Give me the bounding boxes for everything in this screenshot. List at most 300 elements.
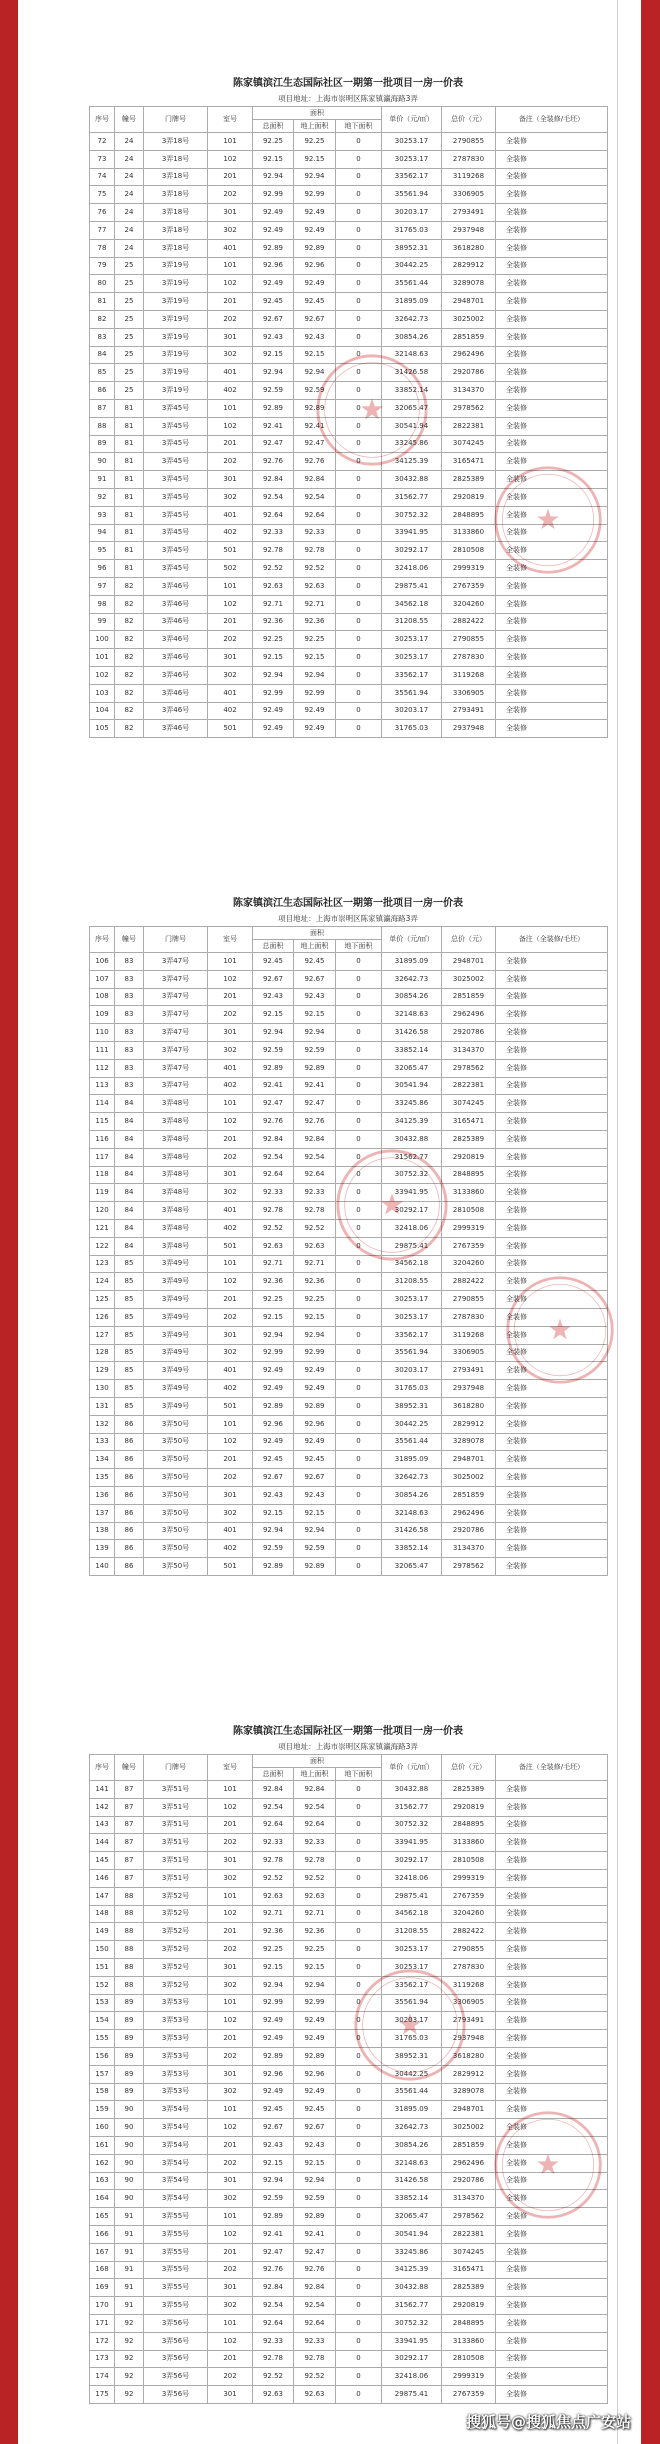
building-cell: 24: [115, 150, 144, 168]
door-cell: 3弄52号: [144, 1923, 208, 1941]
table-row: [90, 186, 608, 204]
remark-cell: 全装修: [496, 1237, 608, 1255]
remark-cell: 全装修: [496, 1326, 608, 1344]
room-cell: 302: [208, 2190, 253, 2208]
table-row: [90, 1781, 608, 1799]
room-cell: 101: [208, 399, 253, 417]
area-above-cell: 92.67: [294, 310, 336, 328]
area-total-cell: 92.94: [253, 1976, 294, 1994]
remark-cell: 全装修: [496, 2261, 608, 2279]
building-cell: 25: [115, 382, 144, 400]
room-cell: 201: [208, 1816, 253, 1834]
unit-price-cell: 31765.03: [382, 2030, 442, 2048]
door-cell: 3弄52号: [144, 1976, 208, 1994]
area-total-cell: 92.41: [253, 417, 294, 435]
remark-cell: 全装修: [496, 1941, 608, 1959]
remark-cell: 全装修: [496, 382, 608, 400]
unit-price-cell: 31895.09: [382, 293, 442, 311]
room-cell: 102: [208, 1433, 253, 1451]
total-price-cell: 3306905: [442, 186, 496, 204]
total-price-cell: 2962496: [442, 1504, 496, 1522]
building-cell: 87: [115, 1781, 144, 1799]
total-price-cell: 2999319: [442, 1869, 496, 1887]
door-cell: 3弄51号: [144, 1869, 208, 1887]
unit-price-cell: 30292.17: [382, 542, 442, 560]
area-above-cell: 92.59: [294, 382, 336, 400]
unit-price-cell: 30541.94: [382, 417, 442, 435]
remark-cell: 全装修: [496, 488, 608, 506]
table-row: [90, 1024, 608, 1042]
seq-cell: 100: [90, 631, 115, 649]
area-total-cell: 92.33: [253, 2332, 294, 2350]
building-cell: 92: [115, 2314, 144, 2332]
door-cell: 3弄49号: [144, 1344, 208, 1362]
seq-cell: 159: [90, 2101, 115, 2119]
room-cell: 301: [208, 2386, 253, 2404]
total-price-cell: 2787830: [442, 649, 496, 667]
room-cell: 402: [208, 702, 253, 720]
area-above-cell: 92.78: [294, 1852, 336, 1870]
total-price-cell: 2920819: [442, 1798, 496, 1816]
area-total-cell: 92.52: [253, 1869, 294, 1887]
area-below-cell: 0: [336, 666, 382, 684]
area-above-cell: 92.89: [294, 399, 336, 417]
area-above-cell: 92.49: [294, 2083, 336, 2101]
remark-cell: 全装修: [496, 1095, 608, 1113]
area-above-cell: 92.45: [294, 2101, 336, 2119]
room-cell: 202: [208, 310, 253, 328]
remark-cell: 全装修: [496, 435, 608, 453]
unit-price-cell: 32065.47: [382, 1059, 442, 1077]
remark-cell: 全装修: [496, 2314, 608, 2332]
total-price-cell: 2978562: [442, 399, 496, 417]
area-above-cell: 92.84: [294, 1130, 336, 1148]
seq-cell: 92: [90, 488, 115, 506]
building-cell: 83: [115, 988, 144, 1006]
table-row: [90, 1433, 608, 1451]
seq-cell: 167: [90, 2243, 115, 2261]
area-total-cell: 92.71: [253, 1905, 294, 1923]
area-above-cell: 92.43: [294, 2136, 336, 2154]
area-above-cell: 92.33: [294, 1834, 336, 1852]
unit-price-cell: 33941.95: [382, 2332, 442, 2350]
area-below-cell: 0: [336, 1077, 382, 1095]
table-row: [90, 364, 608, 382]
seq-cell: 101: [90, 649, 115, 667]
total-price-cell: 2822381: [442, 417, 496, 435]
table-row: [90, 577, 608, 595]
room-cell: 301: [208, 1326, 253, 1344]
unit-price-cell: 31765.03: [382, 221, 442, 239]
room-cell: 102: [208, 1798, 253, 1816]
area-total-cell: 92.78: [253, 542, 294, 560]
area-below-cell: 0: [336, 2225, 382, 2243]
seq-cell: 171: [90, 2314, 115, 2332]
building-cell: 83: [115, 1024, 144, 1042]
area-above-cell: 92.99: [294, 684, 336, 702]
area-above-cell: 92.33: [294, 524, 336, 542]
table-row: [90, 1486, 608, 1504]
door-cell: 3弄53号: [144, 2065, 208, 2083]
remark-cell: 全装修: [496, 1504, 608, 1522]
remark-cell: 全装修: [496, 2332, 608, 2350]
seq-cell: 164: [90, 2190, 115, 2208]
seq-cell: 135: [90, 1469, 115, 1487]
area-below-cell: 0: [336, 1148, 382, 1166]
remark-cell: 全装修: [496, 1344, 608, 1362]
door-cell: 3弄18号: [144, 168, 208, 186]
area-below-cell: 0: [336, 1095, 382, 1113]
door-cell: 3弄50号: [144, 1504, 208, 1522]
unit-price-cell: 29875.41: [382, 2386, 442, 2404]
area-total-cell: 92.63: [253, 1887, 294, 1905]
area-total-cell: 92.47: [253, 435, 294, 453]
table-row: [90, 2119, 608, 2137]
table-row: [90, 1958, 608, 1976]
area-above-cell: 92.99: [294, 1344, 336, 1362]
area-above-cell: 92.94: [294, 1976, 336, 1994]
table-row: [90, 953, 608, 971]
remark-cell: 全装修: [496, 1130, 608, 1148]
total-price-cell: 2829912: [442, 2065, 496, 2083]
door-cell: 3弄46号: [144, 666, 208, 684]
room-cell: 301: [208, 2279, 253, 2297]
area-below-cell: 0: [336, 970, 382, 988]
unit-price-cell: 30203.17: [382, 1362, 442, 1380]
area-below-cell: 0: [336, 1852, 382, 1870]
total-price-cell: 2851859: [442, 988, 496, 1006]
table-row: [90, 2261, 608, 2279]
area-above-cell: 92.49: [294, 275, 336, 293]
seq-cell: 75: [90, 186, 115, 204]
room-cell: 402: [208, 1077, 253, 1095]
seq-cell: 134: [90, 1451, 115, 1469]
remark-cell: 全装修: [496, 453, 608, 471]
area-above-cell: 92.94: [294, 2172, 336, 2190]
table-row: [90, 1415, 608, 1433]
area-above-cell: 92.94: [294, 666, 336, 684]
seq-cell: 78: [90, 239, 115, 257]
building-cell: 84: [115, 1166, 144, 1184]
building-cell: 83: [115, 953, 144, 971]
door-cell: 3弄56号: [144, 2332, 208, 2350]
area-total-cell: 92.99: [253, 186, 294, 204]
remark-cell: 全装修: [496, 1024, 608, 1042]
table-row: [90, 1166, 608, 1184]
table-row: [90, 2065, 608, 2083]
door-cell: 3弄18号: [144, 150, 208, 168]
building-cell: 86: [115, 1522, 144, 1540]
total-price-cell: 2999319: [442, 1219, 496, 1237]
area-total-cell: 92.84: [253, 471, 294, 489]
area-total-cell: 92.94: [253, 2172, 294, 2190]
door-cell: 3弄49号: [144, 1326, 208, 1344]
table-row: [90, 1816, 608, 1834]
area-below-cell: 0: [336, 2119, 382, 2137]
header-room: 室号: [208, 107, 253, 133]
area-above-cell: 92.94: [294, 1522, 336, 1540]
room-cell: 402: [208, 1219, 253, 1237]
price-list-page-2: [89, 896, 607, 1576]
seq-cell: 173: [90, 2350, 115, 2368]
seq-cell: 111: [90, 1041, 115, 1059]
total-price-cell: 2920786: [442, 364, 496, 382]
area-total-cell: 92.96: [253, 1415, 294, 1433]
room-cell: 102: [208, 595, 253, 613]
header-unit-price: 单价（元/㎡）: [382, 1755, 442, 1781]
seq-cell: 109: [90, 1006, 115, 1024]
building-cell: 86: [115, 1469, 144, 1487]
area-total-cell: 92.45: [253, 2101, 294, 2119]
area-below-cell: 0: [336, 1905, 382, 1923]
table-row: [90, 1905, 608, 1923]
page-title: 陈家镇滨江生态国际社区一期第一批项目一房一价表: [233, 898, 463, 909]
area-below-cell: 0: [336, 275, 382, 293]
seq-cell: 106: [90, 953, 115, 971]
area-below-cell: 0: [336, 1041, 382, 1059]
door-cell: 3弄19号: [144, 310, 208, 328]
building-cell: 91: [115, 2243, 144, 2261]
area-below-cell: 0: [336, 204, 382, 222]
area-total-cell: 92.63: [253, 1237, 294, 1255]
area-total-cell: 92.67: [253, 310, 294, 328]
door-cell: 3弄46号: [144, 649, 208, 667]
table-row: [90, 1077, 608, 1095]
unit-price-cell: 30253.17: [382, 1941, 442, 1959]
total-price-cell: 3165471: [442, 1113, 496, 1131]
seq-cell: 72: [90, 133, 115, 151]
seq-cell: 129: [90, 1362, 115, 1380]
unit-price-cell: 30253.17: [382, 1291, 442, 1309]
building-cell: 86: [115, 1486, 144, 1504]
seq-cell: 140: [90, 1558, 115, 1576]
area-below-cell: 0: [336, 293, 382, 311]
area-total-cell: 92.64: [253, 1166, 294, 1184]
unit-price-cell: 38952.31: [382, 239, 442, 257]
unit-price-cell: 32642.73: [382, 1469, 442, 1487]
seq-cell: 156: [90, 2047, 115, 2065]
header-area-group: 面积: [253, 1755, 382, 1768]
building-cell: 83: [115, 1059, 144, 1077]
total-price-cell: 3025002: [442, 2119, 496, 2137]
room-cell: 102: [208, 2332, 253, 2350]
room-cell: 101: [208, 1255, 253, 1273]
unit-price-cell: 30432.88: [382, 471, 442, 489]
remark-cell: 全装修: [496, 364, 608, 382]
building-cell: 92: [115, 2350, 144, 2368]
unit-price-cell: 30442.25: [382, 257, 442, 275]
table-row: [90, 1994, 608, 2012]
area-above-cell: 92.45: [294, 1451, 336, 1469]
area-below-cell: 0: [336, 1887, 382, 1905]
area-above-cell: 92.45: [294, 953, 336, 971]
header-seq: 序号: [90, 1755, 115, 1781]
door-cell: 3弄49号: [144, 1362, 208, 1380]
total-price-cell: 3134370: [442, 1540, 496, 1558]
room-cell: 101: [208, 1994, 253, 2012]
total-price-cell: 3204260: [442, 1905, 496, 1923]
price-list-page-3: [89, 1724, 607, 2404]
room-cell: 102: [208, 2225, 253, 2243]
table-row: [90, 631, 608, 649]
table-row: [90, 382, 608, 400]
door-cell: 3弄46号: [144, 631, 208, 649]
price-list-page-1: [89, 76, 607, 738]
header-area-above: 地上面积: [294, 120, 336, 133]
area-below-cell: 0: [336, 1469, 382, 1487]
room-cell: 102: [208, 275, 253, 293]
door-cell: 3弄45号: [144, 488, 208, 506]
door-cell: 3弄53号: [144, 2047, 208, 2065]
area-total-cell: 92.54: [253, 1148, 294, 1166]
room-cell: 302: [208, 346, 253, 364]
door-cell: 3弄52号: [144, 1941, 208, 1959]
building-cell: 83: [115, 1041, 144, 1059]
room-cell: 102: [208, 2119, 253, 2137]
remark-cell: 全装修: [496, 239, 608, 257]
room-cell: 101: [208, 2314, 253, 2332]
area-above-cell: 92.64: [294, 2314, 336, 2332]
total-price-cell: 2948701: [442, 2101, 496, 2119]
room-cell: 301: [208, 328, 253, 346]
total-price-cell: 2767359: [442, 2386, 496, 2404]
remark-cell: 全装修: [496, 1781, 608, 1799]
total-price-cell: 3119268: [442, 1326, 496, 1344]
area-below-cell: 0: [336, 364, 382, 382]
unit-price-cell: 33852.14: [382, 382, 442, 400]
door-cell: 3弄52号: [144, 1905, 208, 1923]
table-row: [90, 560, 608, 578]
area-above-cell: 92.52: [294, 2368, 336, 2386]
seq-cell: 119: [90, 1184, 115, 1202]
building-cell: 91: [115, 2297, 144, 2315]
total-price-cell: 2882422: [442, 1923, 496, 1941]
header-building: 幢号: [115, 927, 144, 953]
table-row: [90, 1308, 608, 1326]
remark-cell: 全装修: [496, 2225, 608, 2243]
seq-cell: 174: [90, 2368, 115, 2386]
building-cell: 81: [115, 435, 144, 453]
room-cell: 402: [208, 382, 253, 400]
area-total-cell: 92.25: [253, 1941, 294, 1959]
room-cell: 201: [208, 2030, 253, 2048]
building-cell: 82: [115, 720, 144, 738]
room-cell: 101: [208, 257, 253, 275]
area-above-cell: 92.49: [294, 1433, 336, 1451]
area-above-cell: 92.99: [294, 1994, 336, 2012]
door-cell: 3弄45号: [144, 435, 208, 453]
door-cell: 3弄55号: [144, 2208, 208, 2226]
total-price-cell: 2948701: [442, 953, 496, 971]
building-cell: 92: [115, 2386, 144, 2404]
area-above-cell: 92.63: [294, 2386, 336, 2404]
remark-cell: 全装修: [496, 328, 608, 346]
table-row: [90, 133, 608, 151]
area-above-cell: 92.59: [294, 2190, 336, 2208]
area-below-cell: 0: [336, 2172, 382, 2190]
area-above-cell: 92.52: [294, 560, 336, 578]
table-row: [90, 1273, 608, 1291]
table-row: [90, 2136, 608, 2154]
area-below-cell: 0: [336, 1994, 382, 2012]
remark-cell: 全装修: [496, 2119, 608, 2137]
area-below-cell: 0: [336, 595, 382, 613]
building-cell: 25: [115, 310, 144, 328]
building-cell: 90: [115, 2154, 144, 2172]
room-cell: 102: [208, 970, 253, 988]
area-below-cell: 0: [336, 1923, 382, 1941]
unit-price-cell: 32148.63: [382, 2154, 442, 2172]
room-cell: 402: [208, 524, 253, 542]
header-room: 室号: [208, 927, 253, 953]
building-cell: 89: [115, 1994, 144, 2012]
building-cell: 25: [115, 328, 144, 346]
room-cell: 401: [208, 1362, 253, 1380]
table-row: [90, 666, 608, 684]
total-price-cell: 3289078: [442, 275, 496, 293]
total-price-cell: 2793491: [442, 2012, 496, 2030]
area-above-cell: 92.49: [294, 720, 336, 738]
unit-price-cell: 29875.41: [382, 577, 442, 595]
area-total-cell: 92.49: [253, 720, 294, 738]
area-above-cell: 92.43: [294, 988, 336, 1006]
area-above-cell: 92.89: [294, 2047, 336, 2065]
room-cell: 102: [208, 1113, 253, 1131]
total-price-cell: 3165471: [442, 2261, 496, 2279]
area-below-cell: 0: [336, 1433, 382, 1451]
table-row: [90, 1522, 608, 1540]
table-row: [90, 1380, 608, 1398]
area-total-cell: 92.63: [253, 2386, 294, 2404]
total-price-cell: 2822381: [442, 2225, 496, 2243]
seq-cell: 169: [90, 2279, 115, 2297]
table-row: [90, 720, 608, 738]
room-cell: 301: [208, 1024, 253, 1042]
header-room: 室号: [208, 1755, 253, 1781]
table-row: [90, 1326, 608, 1344]
total-price-cell: 2920819: [442, 2297, 496, 2315]
remark-cell: 全装修: [496, 649, 608, 667]
header-remark: 备注（全装修/毛坯）: [496, 1755, 608, 1781]
area-total-cell: 92.78: [253, 1852, 294, 1870]
area-total-cell: 92.94: [253, 1522, 294, 1540]
area-total-cell: 92.84: [253, 1781, 294, 1799]
building-cell: 82: [115, 666, 144, 684]
door-cell: 3弄46号: [144, 577, 208, 595]
table-row: [90, 595, 608, 613]
area-above-cell: 92.96: [294, 1415, 336, 1433]
remark-cell: 全装修: [496, 1077, 608, 1095]
area-below-cell: 0: [336, 1006, 382, 1024]
building-cell: 90: [115, 2190, 144, 2208]
unit-price-cell: 30292.17: [382, 1202, 442, 1220]
seq-cell: 146: [90, 1869, 115, 1887]
unit-price-cell: 35561.94: [382, 1344, 442, 1362]
area-total-cell: 92.15: [253, 1504, 294, 1522]
table-row: [90, 1344, 608, 1362]
room-cell: 301: [208, 1852, 253, 1870]
table-row: [90, 1095, 608, 1113]
seq-cell: 139: [90, 1540, 115, 1558]
door-cell: 3弄47号: [144, 1006, 208, 1024]
unit-price-cell: 30253.17: [382, 1308, 442, 1326]
room-cell: 301: [208, 1166, 253, 1184]
seq-cell: 149: [90, 1923, 115, 1941]
room-cell: 201: [208, 2350, 253, 2368]
seq-cell: 161: [90, 2136, 115, 2154]
door-cell: 3弄50号: [144, 1540, 208, 1558]
seq-cell: 95: [90, 542, 115, 560]
